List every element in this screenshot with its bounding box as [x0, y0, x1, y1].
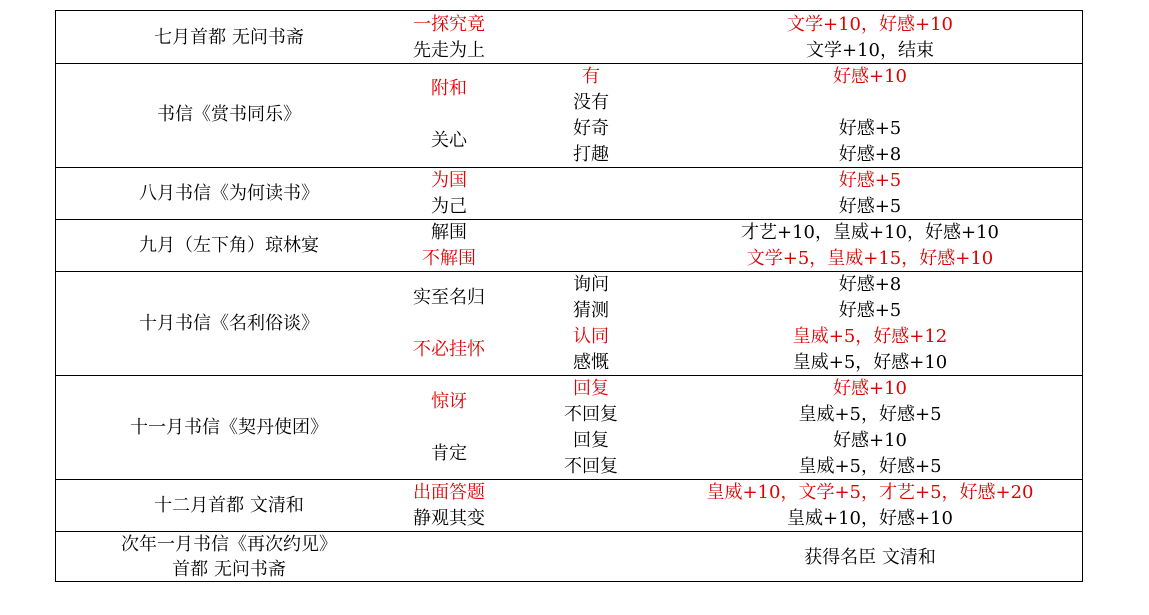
result-text: 好感+5 [838, 196, 902, 217]
choice-option: 一探究竟 [413, 14, 485, 35]
sub-choice: 不回复 [564, 404, 618, 425]
sub-choice: 回复 [573, 378, 609, 399]
choice-option: 惊讶 [431, 391, 467, 412]
result-text: 皇威+5，好感+5 [798, 404, 942, 425]
choice-option: 为国 [431, 170, 467, 191]
result-text: 皇威+10，文学+5，才艺+5，好感+20 [706, 482, 1034, 503]
sub-choice: 打趣 [573, 144, 609, 165]
sub-choice: 没有 [573, 92, 609, 113]
event-title: 七月首都 无问书斋 [154, 27, 304, 48]
event-title: 十月书信《名利俗谈》 [139, 313, 319, 334]
result-text: 皇威+5，好感+10 [792, 352, 948, 373]
table-group [56, 168, 1082, 220]
result-text: 才艺+10，皇威+10，好感+10 [741, 222, 999, 243]
result-text: 好感+8 [838, 144, 902, 165]
sub-choice: 不回复 [564, 456, 618, 477]
result-text: 好感+10 [833, 430, 907, 451]
result-text: 好感+10 [833, 378, 907, 399]
sub-choice: 询问 [573, 274, 609, 295]
choice-option: 解围 [431, 222, 467, 243]
result-text: 好感+5 [838, 170, 902, 191]
result-text: 皇威+5，好感+12 [792, 326, 948, 347]
sub-choice: 猜测 [573, 300, 609, 321]
choice-option: 附和 [431, 78, 467, 99]
choice-option: 不解围 [422, 248, 476, 269]
choice-option: 出面答题 [413, 482, 485, 503]
sub-choice: 好奇 [573, 118, 609, 139]
event-subtitle: 首都 无问书斋 [172, 559, 286, 580]
result-text: 文学+10，好感+10 [787, 14, 953, 35]
event-title: 书信《赏书同乐》 [157, 104, 301, 125]
final-result: 获得名臣 文清和 [804, 547, 936, 568]
sub-choice: 回复 [573, 430, 609, 451]
table-group [56, 272, 1082, 376]
result-text: 皇威+5，好感+5 [798, 456, 942, 477]
table-group [56, 220, 1082, 272]
table-group [56, 480, 1082, 532]
result-text: 好感+5 [838, 118, 902, 139]
result-text: 文学+10，结束 [806, 40, 934, 61]
result-text: 好感+5 [838, 300, 902, 321]
result-text: 好感+10 [833, 66, 907, 87]
event-title: 十二月首都 文清和 [154, 495, 304, 516]
choice-option: 静观其变 [413, 508, 485, 529]
choice-option: 先走为上 [413, 40, 485, 61]
table-group [56, 532, 1082, 582]
choice-option: 关心 [431, 130, 467, 151]
table-group [56, 64, 1082, 168]
sub-choice: 有 [582, 66, 600, 87]
table-group [56, 376, 1082, 480]
choice-option: 肯定 [431, 443, 467, 464]
result-text: 皇威+10，好感+10 [787, 508, 953, 529]
event-title: 十一月书信《契丹使团》 [130, 417, 328, 438]
event-title: 八月书信《为何读书》 [139, 183, 319, 204]
event-title: 次年一月书信《再次约见》 [121, 534, 337, 555]
result-text: 好感+8 [838, 274, 902, 295]
sub-choice: 感慨 [573, 352, 609, 373]
walkthrough-table [55, 10, 1083, 582]
choice-option: 不必挂怀 [413, 339, 485, 360]
choice-option: 实至名归 [413, 287, 485, 308]
table-group [56, 11, 1082, 64]
result-text: 文学+5，皇威+15，好感+10 [746, 248, 994, 269]
event-title: 九月（左下角）琼林宴 [139, 235, 319, 256]
choice-option: 为己 [431, 196, 467, 217]
sub-choice: 认同 [573, 326, 609, 347]
